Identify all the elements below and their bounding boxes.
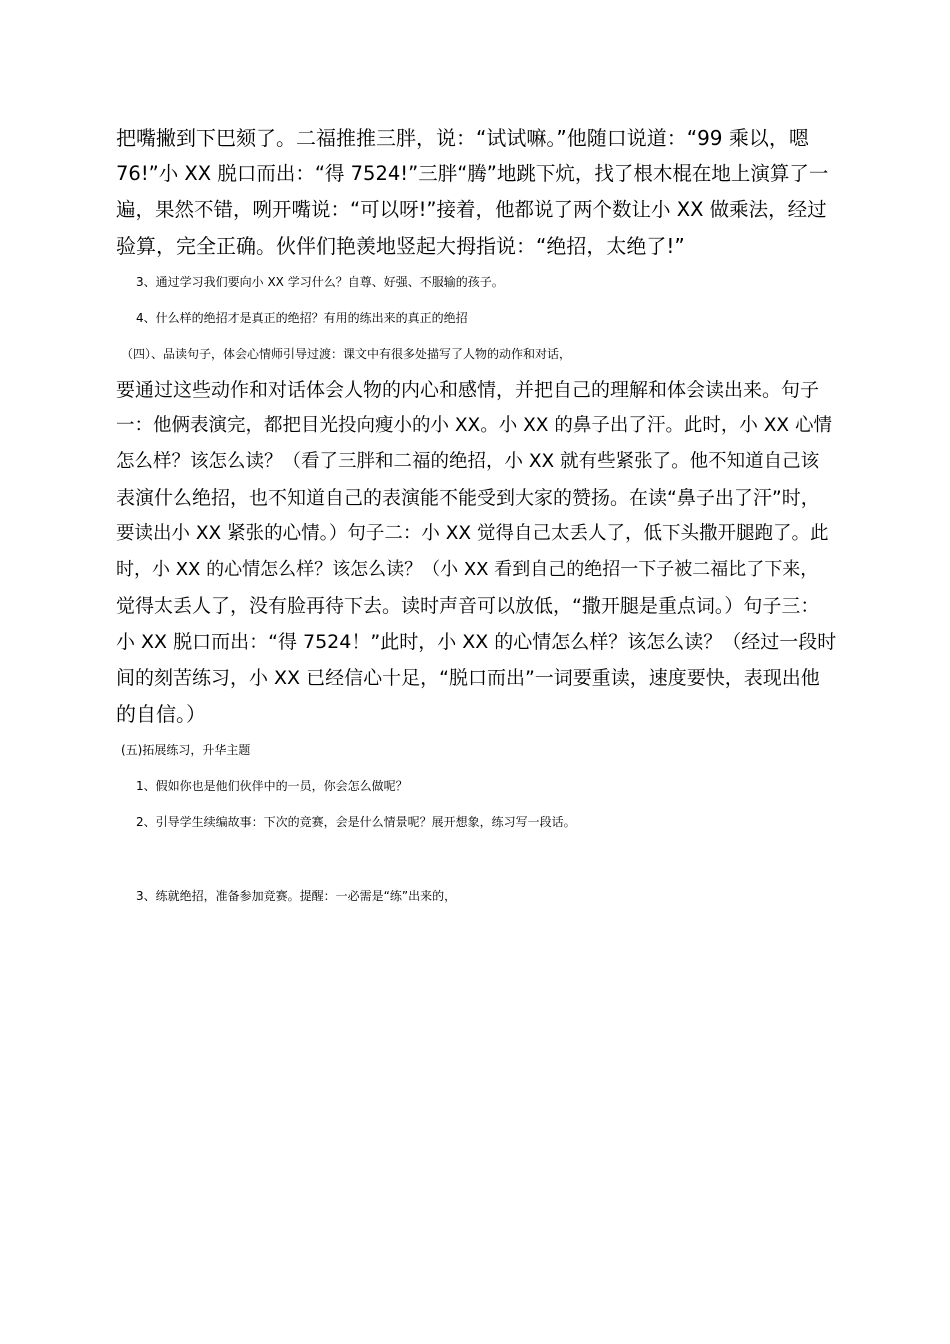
text-line: 3、通过学习我们要向小 XX 学习什么？自尊、好强、不服输的孩子。 xyxy=(136,275,504,289)
text-line: 怎么样？该怎么读？（看了三胖和二福的绝招，小 XX 就有些紧张了。他不知道自己该 xyxy=(116,451,820,472)
text-line: 2、引导学生续编故事：下次的竞赛，会是什么情景呢？展开想象，练习写一段话。 xyxy=(136,815,576,829)
text-line: 小 XX 脱口而出：“得 7524！”此时，小 XX 的心情怎么样？该怎么读？（经过一段时 xyxy=(116,631,837,653)
text-line: 要读出小 XX 紧张的心情。）句子二：小 XX 觉得自己太丢人了，低下头撒开腿跑了。此 xyxy=(116,523,829,544)
text-line: 3、练就绝招，准备参加竞赛。提醒：一必需是“练”出来的， xyxy=(136,889,457,903)
text-line: 验算，完全正确。伙伴们艳羡地竖起大拇指说：“绝招，太绝了!” xyxy=(116,234,685,258)
text-line: 间的刻苦练习，小 XX 已经信心十足，“脱口而出”一词要重读，速度要快，表现出他 xyxy=(116,667,820,689)
text-line: 1、假如你也是他们伙伴中的一员，你会怎么做呢？ xyxy=(136,779,408,793)
text-line: 遍，果然不错，咧开嘴说：“可以呀!”接着，他都说了两个数让小 XX 做乘法，经过 xyxy=(116,198,827,221)
text-line: 要通过这些动作和对话体会人物的内心和感情，并把自己的理解和体会读出来。句子 xyxy=(116,379,820,401)
text-line: 把嘴撇到下巴颏了。二福推推三胖，说：“试试嘛。”他随口说道：“99 乘以，嗯 xyxy=(116,126,809,150)
section-heading: （四）、品读句子，体会心情师引导过渡：课文中有很多处描写了人物的动作和对话， xyxy=(121,347,572,361)
section-heading: (五)拓展练习，升华主题 xyxy=(121,743,251,757)
text-line: 一：他俩表演完，都把目光投向瘦小的小 XX。小 XX 的鼻子出了汗。此时，小 XX 心情 xyxy=(116,415,832,436)
text-line: 4、什么样的绝招才是真正的绝招？有用的练出来的真正的绝招 xyxy=(136,311,468,325)
text-line: 表演什么绝招，也不知道自己的表演能不能受到大家的赞扬。在读“鼻子出了汗”时， xyxy=(116,487,820,509)
text-line: 的自信。） xyxy=(116,702,206,726)
text-line: 76!”小 XX 脱口而出：“得 7524!”三胖“腾”地跳下炕，找了根木棍在地上演算了一 xyxy=(116,162,829,185)
text-line: 觉得太丢人了，没有脸再待下去。读时声音可以放低，“撒开腿是重点词。）句子三： xyxy=(116,595,820,617)
text-line: 时，小 XX 的心情怎么样？该怎么读？（小 XX 看到自己的绝招一下子被二福比了下来， xyxy=(116,559,819,580)
